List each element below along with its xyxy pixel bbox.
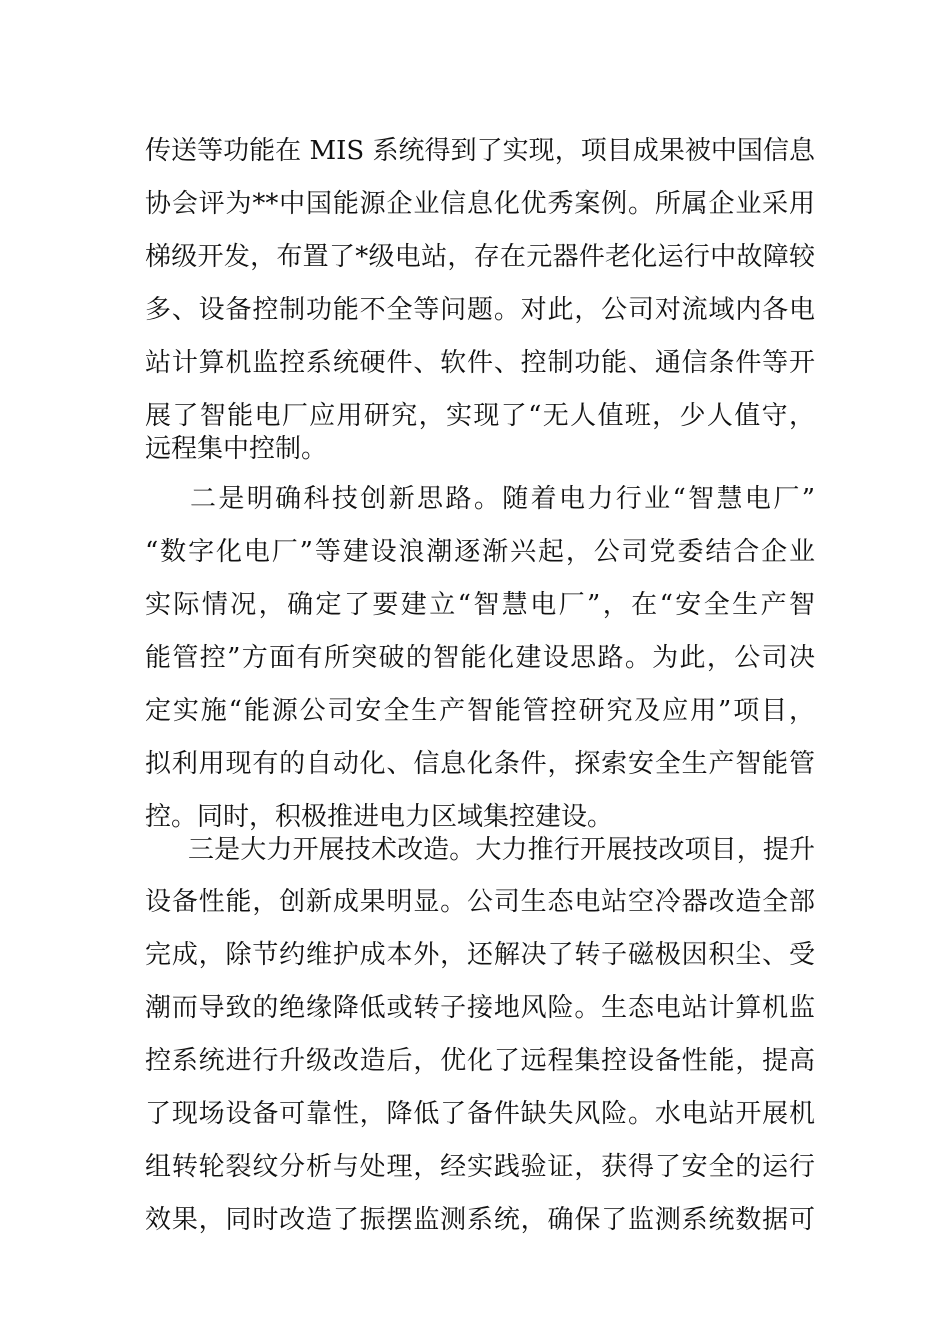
text-line: 潮而导致的绝缘降低或转子接地风险。生态电站计算机监 <box>145 993 815 1023</box>
text-line: 协会评为**中国能源企业信息化优秀案例。所属企业采用 <box>145 189 815 219</box>
paragraph-heading-line: 三是大力开展技术改造。大力推行开展技改项目，提升 <box>188 835 815 865</box>
text-line: 完成，除节约维护成本外，还解决了转子磁极因积尘、受 <box>145 940 815 970</box>
text-line: 能管控”方面有所突破的智能化建设思路。为此，公司决 <box>145 643 815 673</box>
text-line: 组转轮裂纹分析与处理，经实践验证，获得了安全的运行 <box>145 1152 815 1182</box>
text-line: 传送等功能在 MIS 系统得到了实现，项目成果被中国信息 <box>145 136 815 166</box>
text-line: 站计算机监控系统硬件、软件、控制功能、通信条件等开 <box>145 348 815 378</box>
text-line: 效果，同时改造了振摆监测系统，确保了监测系统数据可 <box>145 1205 815 1235</box>
text-line: 控。同时，积极推进电力区域集控建设。 <box>145 802 614 832</box>
text-line: 设备性能，创新成果明显。公司生态电站空冷器改造全部 <box>145 887 815 917</box>
text-line: 了现场设备可靠性，降低了备件缺失风险。水电站开展机 <box>145 1099 815 1129</box>
text-line: 拟利用现有的自动化、信息化条件，探索安全生产智能管 <box>145 749 815 779</box>
text-line: 定实施“能源公司安全生产智能管控研究及应用”项目， <box>145 696 815 726</box>
text-line: 多、设备控制功能不全等问题。对此，公司对流域内各电 <box>145 295 815 325</box>
text-line: “数字化电厂”等建设浪潮逐渐兴起，公司党委结合企业 <box>145 537 815 567</box>
text-line: 展了智能电厂应用研究，实现了“无人值班，少人值守， <box>145 401 815 431</box>
text-line: 控系统进行升级改造后，优化了远程集控设备性能，提高 <box>145 1046 815 1076</box>
paragraph-heading-line: 二是明确科技创新思路。随着电力行业“智慧电厂” <box>190 484 815 514</box>
text-line: 远程集中控制。 <box>145 434 328 464</box>
text-line: 梯级开发，布置了*级电站，存在元器件老化运行中故障较 <box>145 242 815 272</box>
text-line: 实际情况，确定了要建立“智慧电厂”，在“安全生产智 <box>145 590 815 620</box>
